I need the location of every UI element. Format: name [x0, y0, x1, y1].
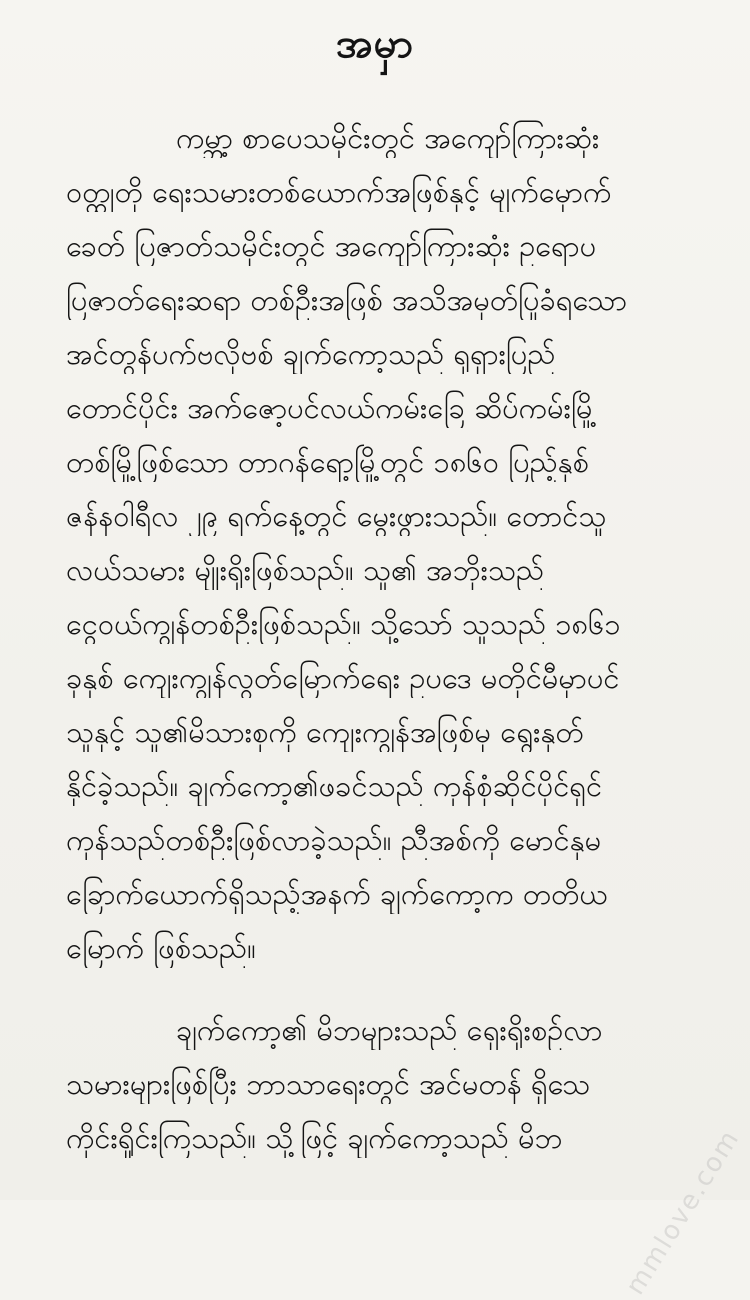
- text-line-7: တစ်မြို့ဖြစ်သော တာဂန်ရော့မြို့တွင် ၁၈၆၀ ပြည့်နှစ်: [66, 445, 589, 479]
- site-watermark: mmlove.com: [620, 1124, 746, 1300]
- text-line-2: ဝတ္ထုတို ရေးသမားတစ်ယောက်အဖြစ်နှင့် မျက်မှောက်: [66, 175, 612, 209]
- text-line-3: ခေတ် ပြဇာတ်သမိုင်းတွင် အကျော်ကြားဆုံး ဥရောပ: [66, 229, 597, 263]
- text-line-17: ချက်ကော့၏ မိဘများသည် ရှေးရိုးစဉ်လာ: [176, 1013, 603, 1047]
- text-line-4: ပြဇာတ်ရေးဆရာ တစ်ဦးအဖြစ် အသိအမှတ်ပြုခံရသော: [66, 283, 628, 317]
- text-line-19: ကိုင်းရှိုင်းကြသည်။ သို့ဖြင့် ချက်ကော့သည် မိဘ: [66, 1121, 563, 1155]
- text-line-18: သမားများဖြစ်ပြီး ဘာသာရေးတွင် အင်မတန် ရှိသေ: [66, 1067, 591, 1101]
- text-line-1: ကမ္ဘာ့ စာပေသမိုင်းတွင် အကျော်ကြားဆုံး: [176, 121, 600, 155]
- text-line-14: ကုန်သည်တစ်ဦးဖြစ်လာခဲ့သည်။ ညီအစ်ကို မောင်နှမ: [66, 823, 602, 857]
- page-title: အမှာ: [335, 21, 414, 67]
- text-line-12: သူနှင့် သူ၏မိသားစုကို ကျေးကျွန်အဖြစ်မှ ရွေးနုတ်: [66, 715, 584, 749]
- text-line-8: ဇန်နဝါရီလ ၂၉ ရက်နေ့တွင် မွေးဖွားသည်။ တောင်သူ: [66, 499, 607, 533]
- text-line-5: အင်တွန်ပက်ဗလိုဗစ် ချက်ကော့သည် ရုရှားပြည်: [66, 337, 556, 371]
- text-line-15: ခြောက်ယောက်ရှိသည့်အနက် ချက်ကော့က တတိယ: [66, 877, 608, 911]
- text-line-16: မြောက် ဖြစ်သည်။: [66, 931, 256, 965]
- text-line-11: ခုနှစ် ကျေးကျွန်လွတ်မြောက်ရေး ဥပဒေ မတိုင်မီမှာပင်: [66, 661, 620, 695]
- text-line-13: နိုင်ခဲ့သည်။ ချက်ကော့၏ဖခင်သည် ကုန်စုံဆိုင်ပိုင်ရှင်: [66, 769, 603, 803]
- text-line-10: ငွေဝယ်ကျွန်တစ်ဦးဖြစ်သည်။ သို့သော် သူသည် ၁၈၆၁: [66, 607, 621, 641]
- text-line-9: လယ်သမား မျိုးရိုးဖြစ်သည်။ သူ၏ အဘိုးသည်: [66, 553, 545, 587]
- text-line-6: တောင်ပိုင်း အက်ဇော့ပင်လယ်ကမ်းခြေ ဆိပ်ကမ်းမြို့: [66, 391, 597, 425]
